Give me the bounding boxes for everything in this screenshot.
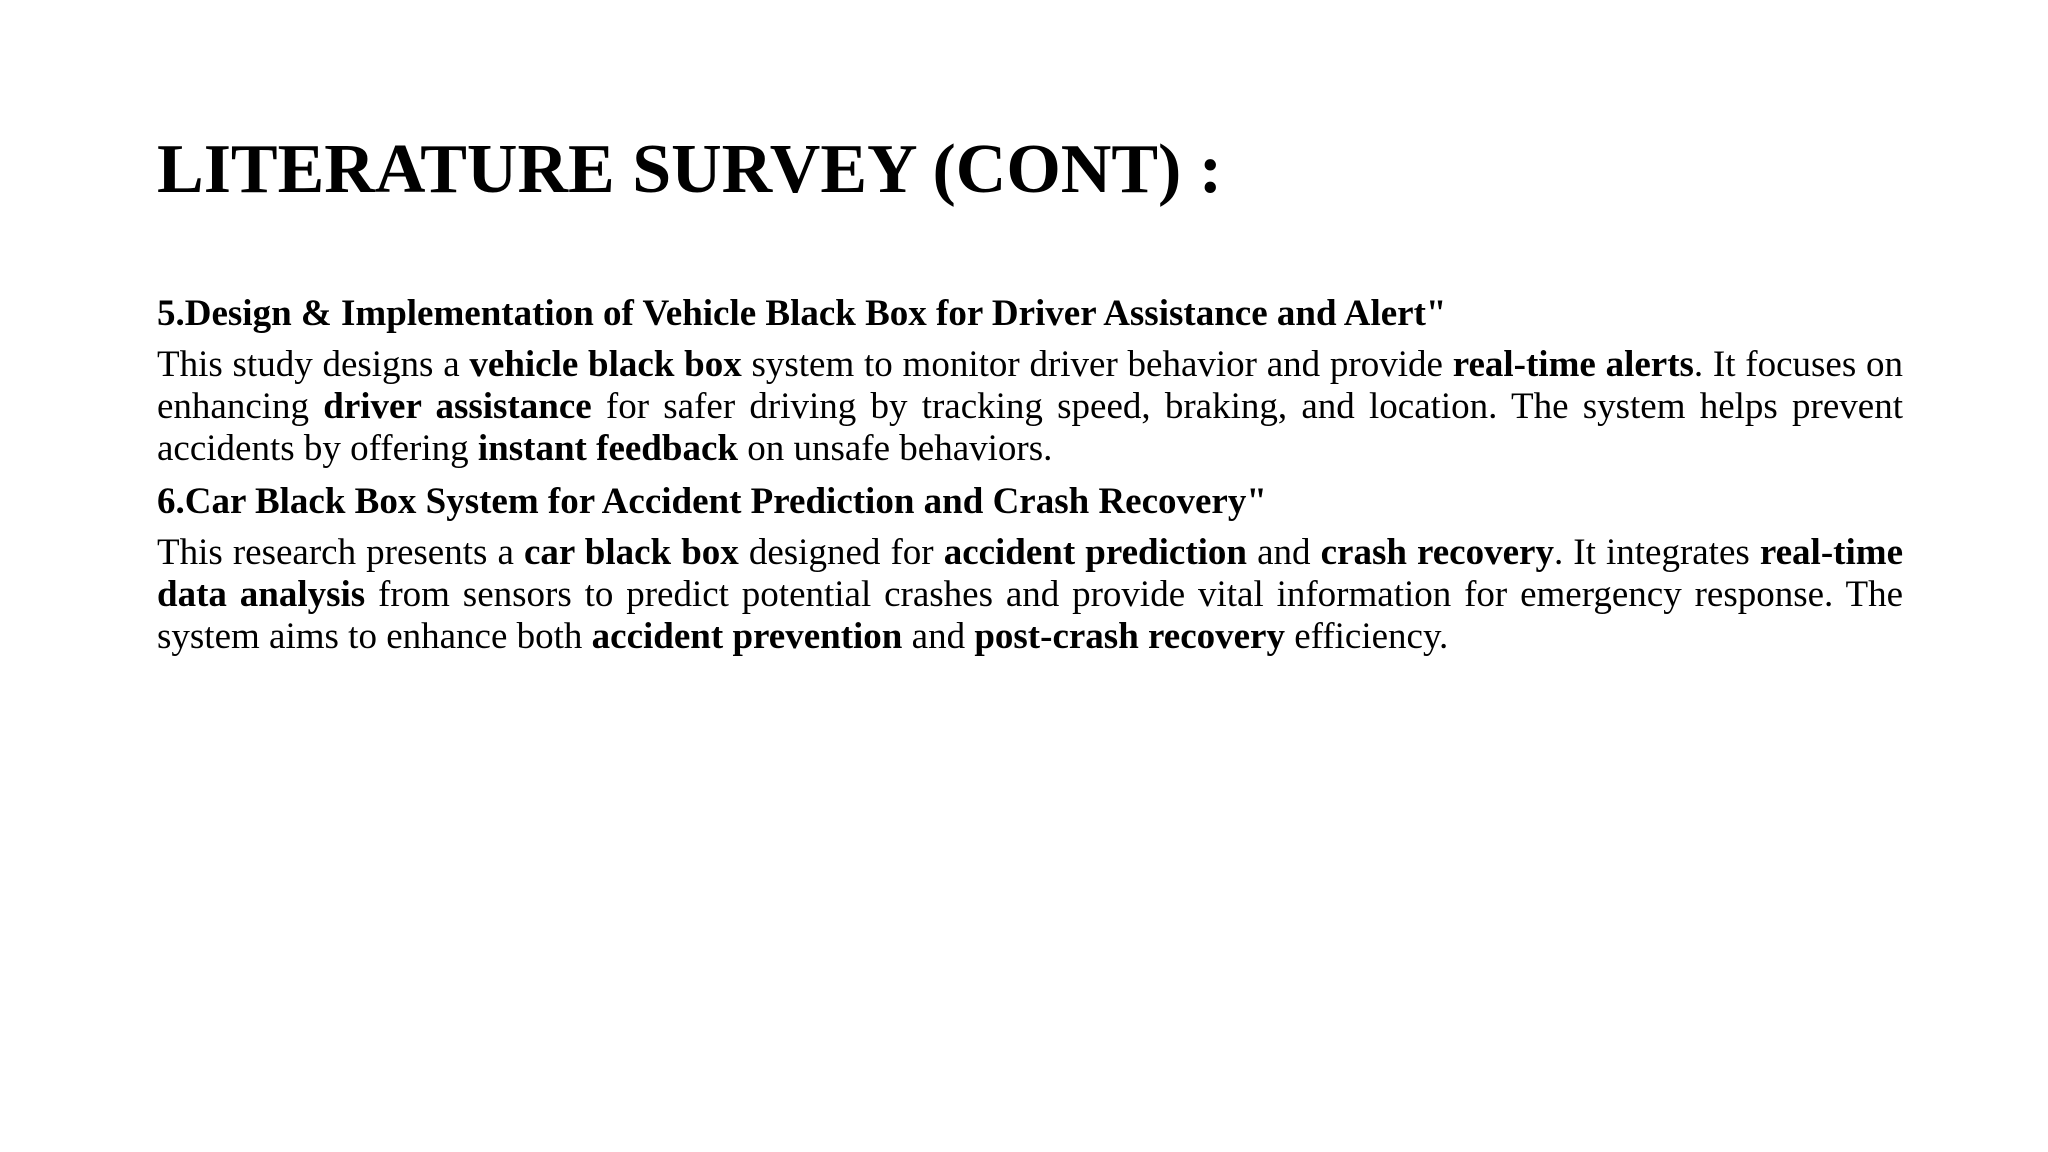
- body-emphasis: real-time alerts: [1452, 344, 1694, 385]
- body-emphasis: accident prediction: [943, 532, 1248, 573]
- body-text: system to monitor driver behavior and provide: [741, 344, 1453, 385]
- body-text: and: [902, 616, 975, 657]
- body-text: This study designs a: [157, 344, 470, 385]
- body-text: on unsafe behaviors.: [737, 428, 1053, 469]
- body-emphasis: accident prevention: [591, 616, 903, 657]
- body-text: efficiency.: [1284, 616, 1449, 657]
- entry-heading: 6.Car Black Box System for Accident Prediction and Crash Recovery": [157, 481, 1267, 522]
- body-text: for safer driving by tracking speed, braking, and location. The system helps prevent accidents by offering: [157, 386, 1903, 469]
- body-text: This research presents a: [157, 532, 524, 573]
- body-emphasis: crash recovery: [1320, 532, 1554, 573]
- body-emphasis: post-crash recovery: [974, 616, 1285, 657]
- body-emphasis: instant feedback: [477, 428, 738, 469]
- survey-entry-5: [157, 286, 1903, 470]
- body-emphasis: vehicle black box: [469, 344, 742, 385]
- body-emphasis: driver assistance: [323, 386, 592, 427]
- body-text: designed for: [738, 532, 944, 573]
- body-emphasis: car black box: [524, 532, 739, 573]
- entry-heading: 5.Design & Implementation of Vehicle Black Box for Driver Assistance and Alert": [157, 293, 1447, 334]
- body-emphasis: real-time data analysis: [157, 532, 1903, 615]
- survey-entry-6: [157, 474, 1903, 658]
- slide-content: [157, 286, 1903, 662]
- slide-title: LITERATURE SURVEY (CONT) :: [157, 131, 1223, 208]
- body-text: and: [1247, 532, 1321, 573]
- body-text: from sensors to predict potential crashes and provide vital information for emergency response. The system aims to enhance both: [157, 574, 1903, 657]
- body-text: . It focuses on enhancing: [157, 344, 1903, 427]
- entry-body: [157, 344, 1903, 470]
- body-text: . It integrates: [1553, 532, 1760, 573]
- entry-body: [157, 532, 1903, 658]
